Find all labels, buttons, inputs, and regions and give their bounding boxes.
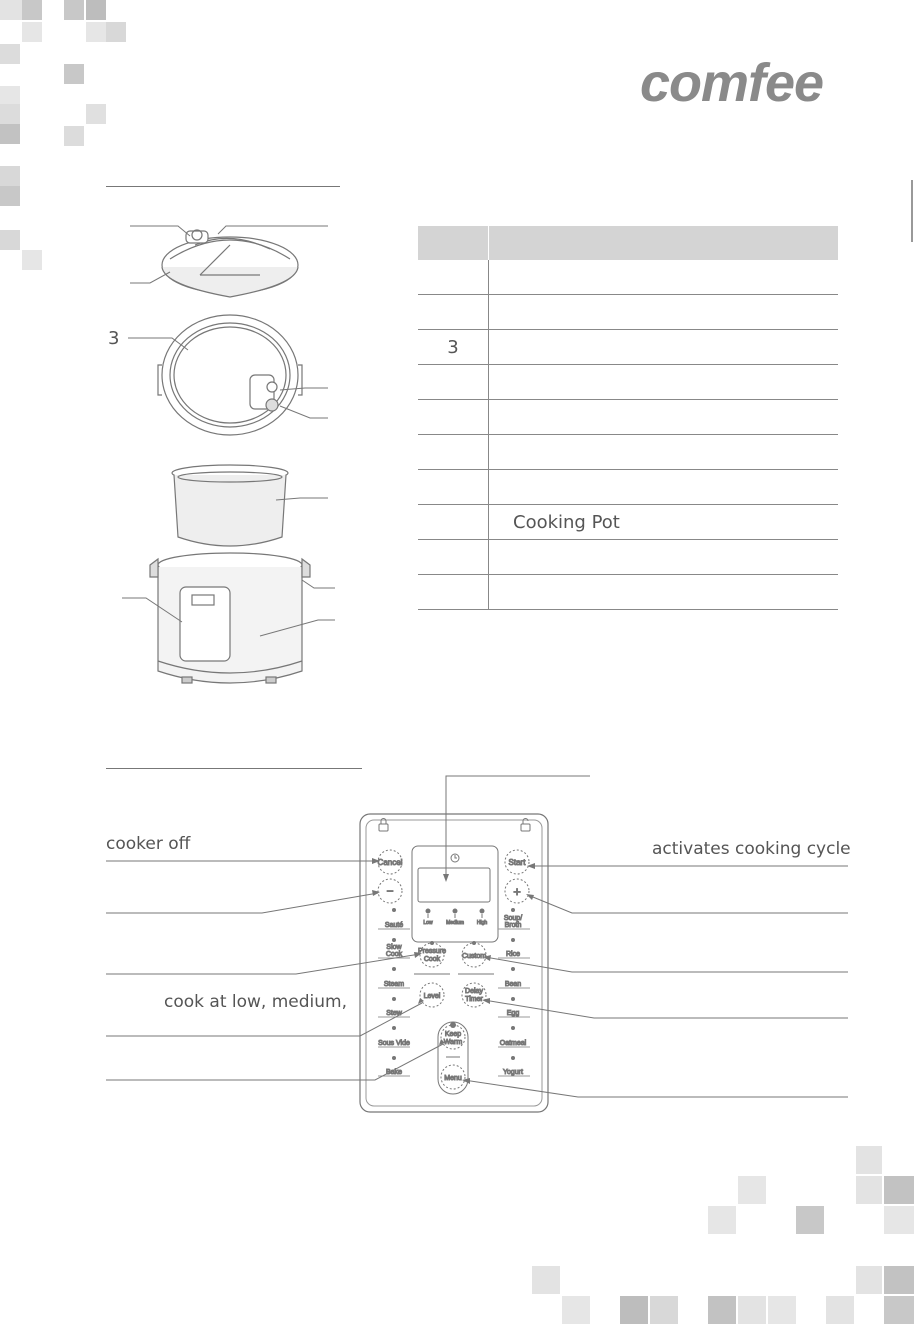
table-row <box>418 575 838 610</box>
pressure-cook-button-ring <box>417 943 447 967</box>
start-description: activates cooking cycle <box>652 839 851 859</box>
program-egg: Egg <box>506 1010 520 1017</box>
pressure-level-high: High <box>476 920 488 926</box>
table-row <box>418 435 838 470</box>
pressure-cook-label-2: Cook <box>423 956 441 963</box>
program-bake: Bake <box>386 1069 402 1076</box>
pressure-cook-label-1: Pressure <box>417 948 447 955</box>
parts-table-header <box>418 226 838 260</box>
program-saute: Sauté <box>384 922 404 929</box>
program-soup-broth-2: Broth <box>504 922 522 929</box>
plus-button-label: + <box>513 884 521 899</box>
program-yogurt: Yogurt <box>503 1069 523 1076</box>
callout-number-3: 3 <box>108 328 120 349</box>
program-rice: Rice <box>505 951 521 958</box>
keep-warm-label-1: Keep <box>444 1031 462 1038</box>
level-button-label: Level <box>423 993 441 1000</box>
cancel-button-label: Cancel <box>377 858 403 867</box>
lcd-display <box>418 868 490 902</box>
control-panel-leader-lines <box>106 776 848 1097</box>
program-sous-vide: Sous Vide <box>378 1040 410 1047</box>
delay-timer-label-1: Delay <box>465 988 483 995</box>
table-row <box>418 470 838 505</box>
section-rule-control-panel <box>106 768 362 769</box>
program-steam: Steam <box>383 981 405 988</box>
table-row <box>418 540 838 575</box>
minus-button-label: − <box>386 884 394 898</box>
program-bean: Bean <box>504 981 522 988</box>
delay-timer-button-ring <box>462 983 486 1007</box>
pressure-level-low: Low <box>423 920 433 926</box>
program-stew: Stew <box>386 1010 402 1017</box>
program-slow-cook-1: Slow <box>386 944 402 951</box>
control-panel-diagram <box>0 770 914 1120</box>
brand-logo: comfee <box>640 53 824 113</box>
program-oatmeal: Oatmeal <box>499 1040 527 1047</box>
keep-warm-label-2: Warm <box>443 1039 463 1046</box>
menu-button-label: Menu <box>444 1075 462 1082</box>
table-row: Cooking Pot <box>418 505 838 540</box>
start-button-label: Start <box>508 858 526 867</box>
table-row: 3 <box>418 330 838 365</box>
program-soup-broth-1: Soup/ <box>503 915 523 922</box>
table-row <box>418 400 838 435</box>
display-frame <box>412 846 498 942</box>
delay-timer-label-2: Timer <box>465 996 483 1003</box>
custom-button-label: Custom <box>461 953 487 960</box>
table-row <box>418 295 838 330</box>
table-row <box>418 260 838 295</box>
program-slow-cook-2: Cook <box>385 951 403 958</box>
table-row <box>418 365 838 400</box>
pressure-level-medium: Medium <box>446 920 464 926</box>
parts-table <box>418 226 838 610</box>
cancel-description: cooker off <box>106 834 191 854</box>
level-description: cook at low, medium, <box>164 992 347 1012</box>
